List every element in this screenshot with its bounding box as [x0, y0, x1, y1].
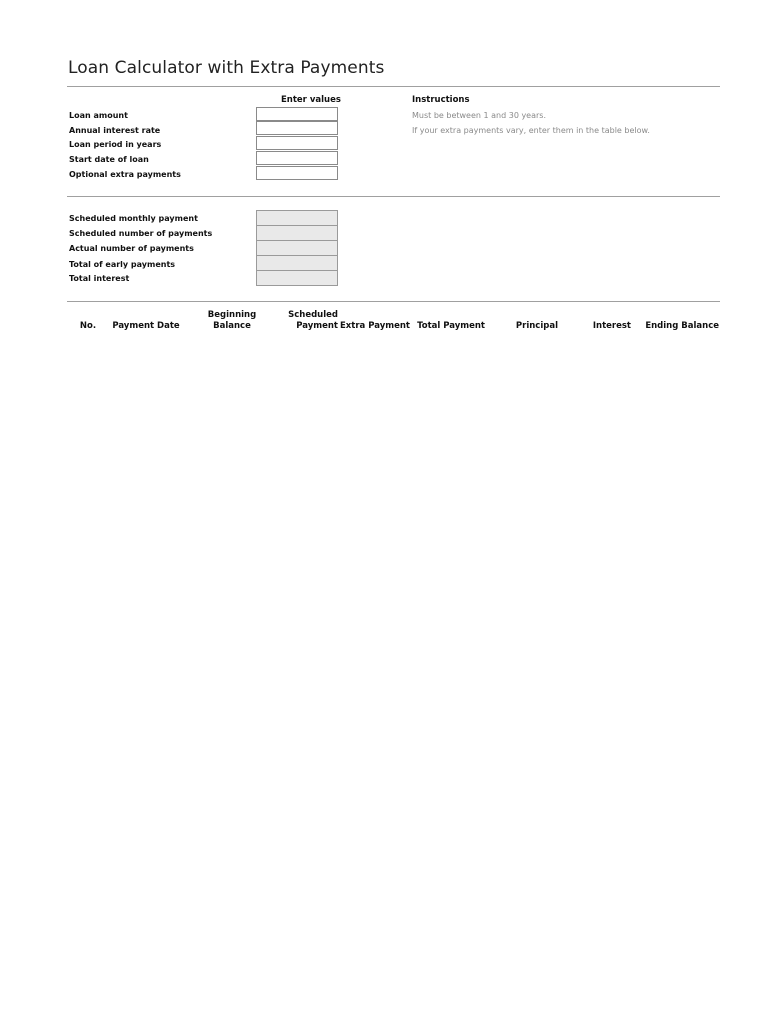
inputs-divider	[67, 196, 720, 197]
col-header-ending-balance	[640, 310, 719, 332]
col-payment-date-line1	[108, 310, 184, 321]
col-scheduled-payment-line2: Payment	[296, 321, 338, 331]
col-beginning-balance-line1: Beginning	[207, 310, 257, 320]
col-header-no	[74, 310, 102, 332]
total-early-payments-label: Total of early payments	[69, 260, 176, 269]
summary-divider	[67, 301, 720, 302]
col-total-payment-line2: Total Payment	[417, 321, 485, 331]
col-extra-payment-line1	[340, 310, 410, 321]
col-total-payment-line1	[412, 310, 485, 321]
scheduled-monthly-payment-label: Scheduled monthly payment	[69, 214, 198, 223]
col-principal-line2: Principal	[515, 321, 558, 331]
col-header-payment-date	[108, 310, 184, 332]
scheduled-number-payments-label: Scheduled number of payments	[69, 229, 213, 238]
actual-number-payments-label: Actual number of payments	[69, 244, 194, 253]
scheduled-number-payments-value	[256, 225, 338, 241]
col-no-line1	[74, 310, 102, 321]
col-header-beginning-balance	[200, 310, 264, 332]
col-principal-line1	[500, 310, 558, 321]
loan-amount-label: Loan amount	[69, 111, 128, 120]
total-early-payments-value	[256, 255, 338, 271]
interest-rate-label: Annual interest rate	[69, 126, 161, 135]
start-date-input[interactable]	[256, 151, 338, 165]
col-header-scheduled-payment	[270, 310, 338, 332]
loan-amount-input[interactable]	[256, 107, 338, 121]
page-title: Loan Calculator with Extra Payments	[68, 58, 385, 78]
col-scheduled-payment-line1: Scheduled	[288, 310, 338, 320]
col-interest-line2: Interest	[592, 321, 631, 331]
col-beginning-balance-line2: Balance	[213, 321, 251, 331]
instruction-loan-period: Must be between 1 and 30 years.	[412, 111, 547, 120]
total-interest-label: Total interest	[69, 274, 130, 283]
instruction-extra-payments: If your extra payments vary, enter them in the table below.	[412, 126, 650, 135]
col-header-interest	[574, 310, 631, 332]
extra-payments-label: Optional extra payments	[69, 170, 181, 179]
col-no-line2: No.	[79, 321, 97, 331]
col-ending-balance-line2: Ending Balance	[645, 321, 719, 331]
col-header-principal	[500, 310, 558, 332]
loan-period-input[interactable]	[256, 136, 338, 150]
col-payment-date-line2: Payment Date	[112, 321, 180, 331]
extra-payments-input[interactable]	[256, 166, 338, 180]
actual-number-payments-value	[256, 240, 338, 256]
instructions-header: Instructions	[412, 95, 470, 105]
col-extra-payment-line2: Extra Payment	[340, 321, 410, 331]
total-interest-value	[256, 270, 338, 286]
enter-values-header: Enter values	[281, 95, 341, 105]
col-interest-line1	[574, 310, 631, 321]
col-header-total-payment	[412, 310, 485, 332]
title-divider	[67, 86, 720, 87]
col-header-extra-payment	[340, 310, 410, 332]
interest-rate-input[interactable]	[256, 121, 338, 135]
col-ending-balance-line1	[640, 310, 719, 321]
start-date-label: Start date of loan	[69, 155, 149, 164]
scheduled-monthly-payment-value	[256, 210, 338, 226]
loan-period-label: Loan period in years	[69, 140, 162, 149]
